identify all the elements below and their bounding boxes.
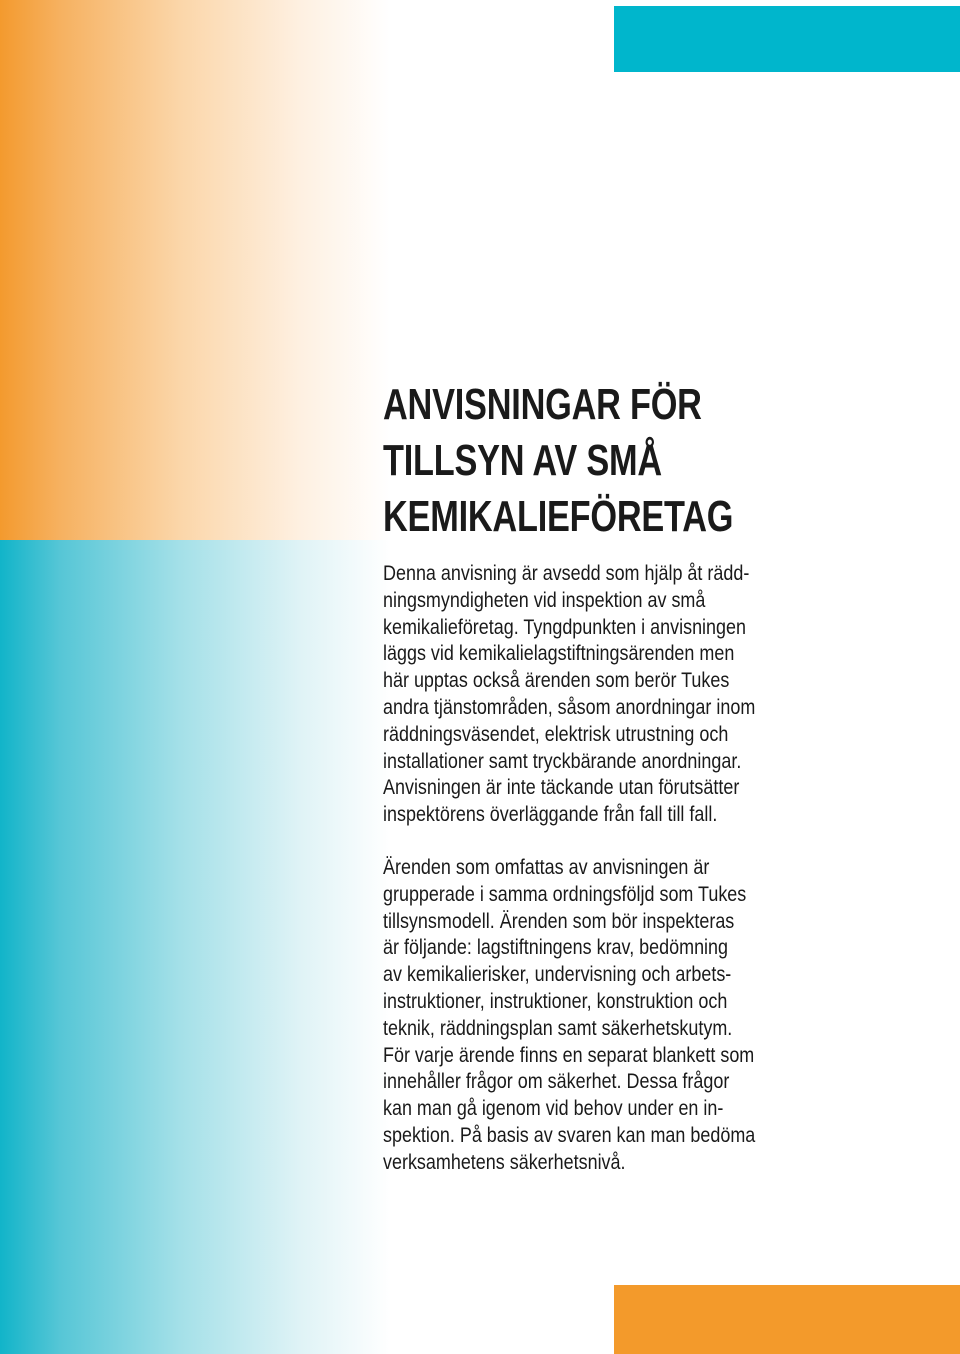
text-line: kemikalieföretag. Tyngdpunkten i anvisningen [383, 615, 747, 639]
document-title [383, 377, 734, 545]
teal-gradient-panel [0, 540, 390, 1354]
text-line: inspektörens överläggande från fall till fall. [383, 803, 718, 827]
orange-corner-block [614, 1285, 960, 1354]
text-line: Anvisningen är inte täckande utan förutsätter [383, 776, 740, 800]
text-line: instruktioner, instruktioner, konstruktion och [383, 989, 728, 1013]
scope-paragraph [383, 855, 759, 1177]
title-line: TILLSYN AV SMÅ [383, 436, 662, 485]
text-line: läggs vid kemikalielagstiftningsärenden men [383, 642, 735, 666]
text-line: teknik, räddningsplan samt säkerhetskutym. [383, 1016, 733, 1040]
text-line: av kemikalierisker, undervisning och arbets- [383, 963, 732, 987]
text-line: räddningsväsendet, elektrisk utrustning och [383, 722, 729, 746]
text-line: Ärenden som omfattas av anvisningen är [383, 855, 710, 879]
intro-paragraph [383, 561, 759, 829]
text-line: spektion. På basis av svaren kan man bedöma [383, 1123, 756, 1147]
text-line: Denna anvisning är avsedd som hjälp åt rädd- [383, 562, 750, 585]
text-line: verksamhetens säkerhetsnivå. [383, 1150, 626, 1174]
document-content [383, 377, 823, 1177]
text-line: kan man gå igenom vid behov under en in- [383, 1097, 724, 1121]
text-line: tillsynsmodell. Ärenden som bör inspekteras [383, 909, 735, 933]
text-line: är följande: lagstiftningens krav, bedömning [383, 936, 729, 960]
text-line: ningsmyndigheten vid inspektion av små [383, 588, 706, 612]
text-line: andra tjänstområden, såsom anordningar inom [383, 695, 756, 719]
text-line: För varje ärende finns en separat blankett som [383, 1043, 755, 1067]
text-line: grupperade i samma ordningsföljd som Tukes [383, 882, 747, 906]
title-line: KEMIKALIEFÖRETAG [383, 492, 734, 541]
text-line: innehåller frågor om säkerhet. Dessa frågor [383, 1070, 730, 1094]
text-line: installationer samt tryckbärande anordningar. [383, 749, 742, 773]
text-line: här upptas också ärenden som berör Tukes [383, 669, 730, 693]
title-line: ANVISNINGAR FÖR [383, 380, 702, 429]
teal-corner-block [614, 6, 960, 72]
orange-gradient-panel [0, 0, 390, 540]
